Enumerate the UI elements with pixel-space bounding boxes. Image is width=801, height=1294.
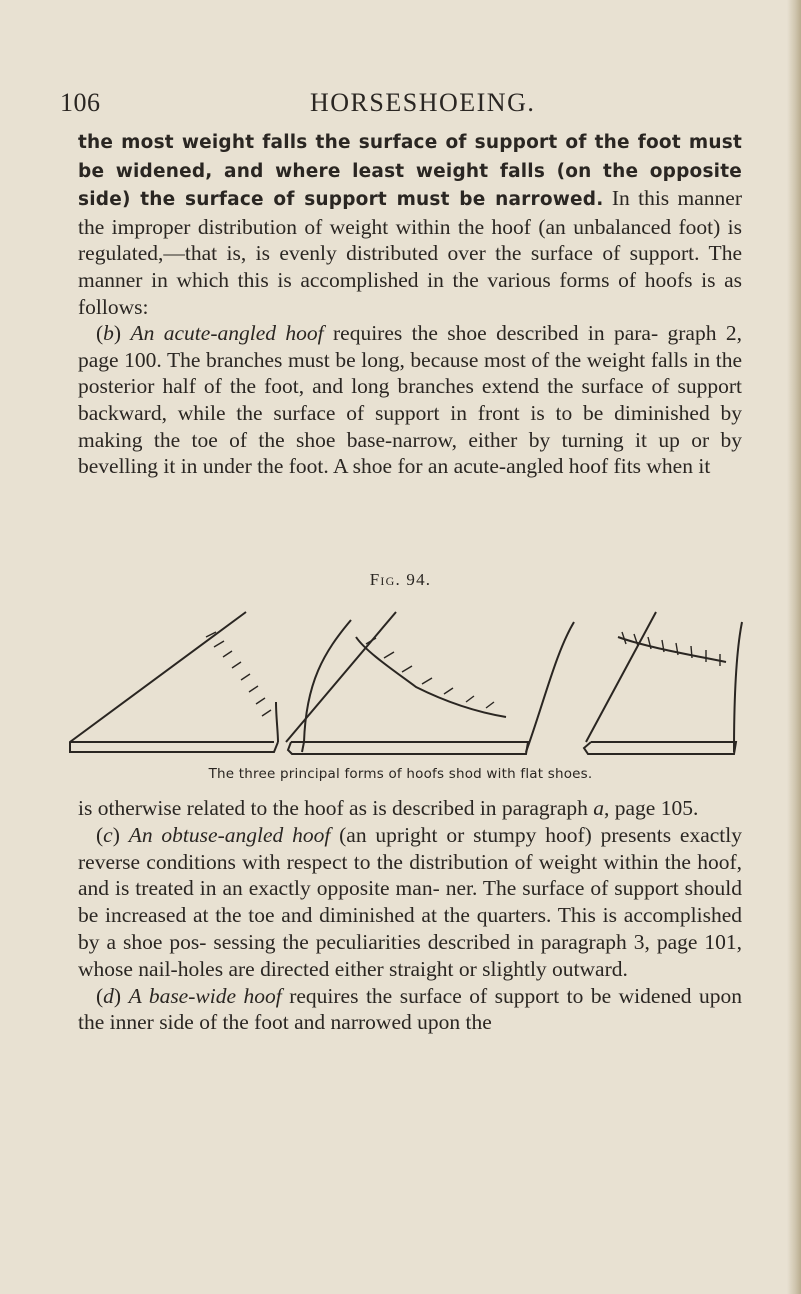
- paragraph-d: (d) A base-wide hoof requires the surface of support to be widened upon the inner side of the foot and narrowed upon the: [78, 983, 742, 1035]
- figure-label: Fig. 94.: [369, 570, 432, 589]
- paragraph-c-term: An obtuse-angled hoof: [128, 822, 331, 847]
- continuation-paragraph: is otherwise related to the hoof as is described in paragraph a, page 105.: [78, 796, 699, 820]
- top-text-block: [78, 128, 742, 480]
- paragraph-b-marker: b: [103, 321, 114, 346]
- paragraph-b-term: An acute-angled hoof: [130, 321, 324, 346]
- normal-hoof: [286, 612, 574, 754]
- opening-paragraph: [78, 128, 742, 320]
- page-number: 106: [60, 88, 101, 117]
- page-edge: [787, 0, 801, 1294]
- opening-paragraph-rest: In this manner the improper distribution of weight within the hoof (an unbalanced foot) is regulated,—that is, is evenly distributed over the surface of support. The manner in which this is accomplished in the various forms of hoofs is as follows:: [78, 186, 742, 319]
- paragraph-b: (b) An acute-angled hoof requires the shoe described in para- graph 2, page 100. The branches must be long, because most of the weight falls in the posterior half of the foot, and long branches extend the surface of support backward, while the surface of support in front is to be diminished by making the toe of the shoe base-narrow, either by turning it up or by bevelling it in under the foot. A shoe for an acute-angled hoof fits when it: [78, 321, 742, 479]
- obtuse-angled-hoof: [584, 612, 742, 754]
- paragraph-d-text: requires the surface of support to be widened upon the inner side of the foot and narrowed upon the: [78, 983, 742, 1035]
- paragraph-d-marker: d: [103, 983, 114, 1008]
- paragraph-b-text: requires the shoe described in para- graph 2, page 100. The branches must be long, because most of the weight falls in the posterior half of the foot, and long branches extend the surface of support backward, while the surface of support in front is to be diminished by making the toe of the shoe base-narrow, either by turning it up or by bevelling it in under the foot. A shoe for an acute-angled hoof fits when it: [78, 321, 742, 479]
- running-head: [60, 88, 750, 124]
- continuation-ref: a: [593, 796, 604, 820]
- hoof-figure: [66, 592, 746, 762]
- bold-lead-text: the most weight falls the surface of support of the foot must be widened, and where least weight falls (on the opposite side) the surface of support must be narrowed.: [78, 132, 742, 211]
- paragraph-d-term: A base-wide hoof: [128, 983, 282, 1008]
- paragraph-c-marker: c: [103, 822, 113, 847]
- paragraph-c-text: (an upright or stumpy hoof) presents exactly reverse conditions with respect to the distribution of weight within the hoof, and is treated in an exactly opposite man- ner. The surface of support should be increased at the toe and diminished at the quarters. This is accomplished by a shoe pos- sessing the peculiarities described in paragraph 3, page 101, whose nail-holes are directed either straight or slightly outward.: [78, 822, 742, 981]
- bottom-text-block: [78, 795, 742, 1036]
- acute-angled-hoof: [70, 612, 351, 752]
- paragraph-c: (c) An obtuse-angled hoof (an upright or stumpy hoof) presents exactly reverse conditions with respect to the distribution of weight within the hoof, and is treated in an exactly opposite man- ner. The surface of support should be increased at the toe and diminished at the quarters. This is accomplished by a shoe pos- sessing the peculiarities described in paragraph 3, page 101, whose nail-holes are directed either straight or slightly outward.: [78, 822, 742, 981]
- running-title: HORSESHOEING.: [310, 88, 536, 117]
- figure-caption: The three principal forms of hoofs shod with flat shoes.: [208, 766, 593, 782]
